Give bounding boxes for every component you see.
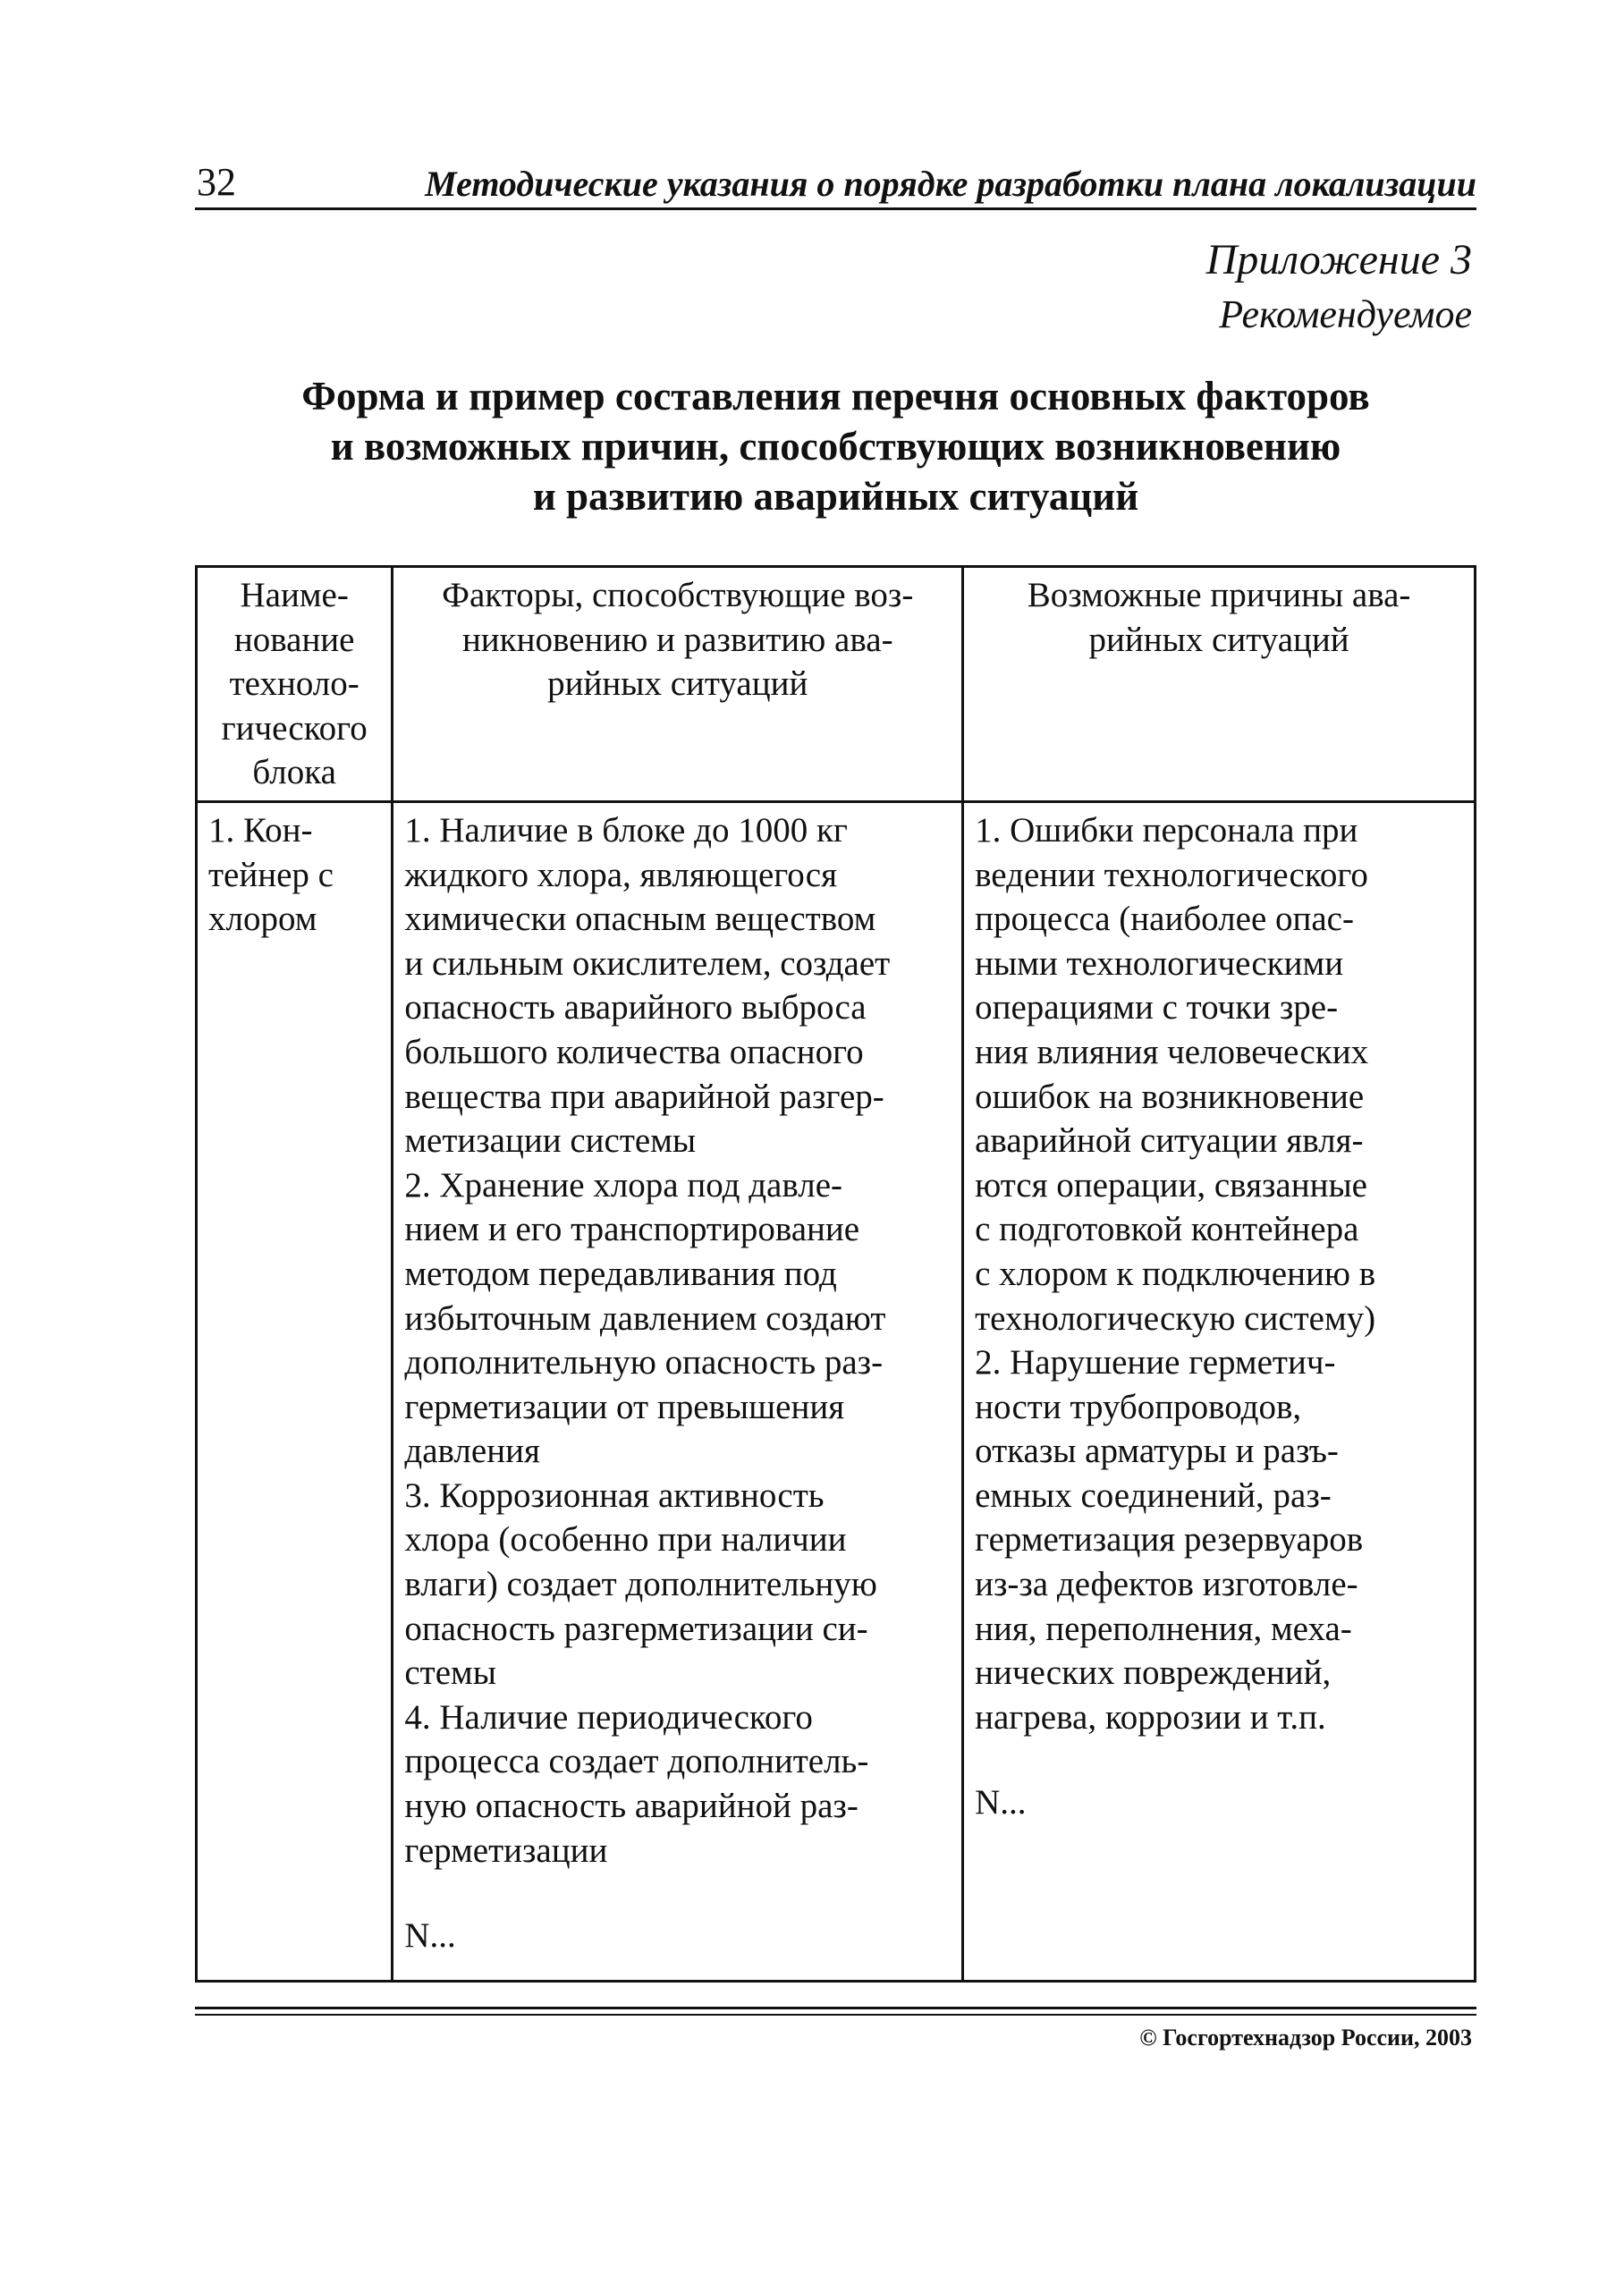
header-line: гического (221, 708, 368, 748)
cell-line: избыточным давлением создают (404, 1298, 886, 1338)
header-line: Возможные причины ава- (1027, 576, 1411, 614)
cell-line-more: N... (404, 1916, 456, 1956)
cell-line: и сильным окислителем, создает (404, 943, 891, 983)
header-line: Факторы, способствующие воз- (442, 576, 914, 614)
cell-line: ную опасность аварийной раз- (404, 1787, 859, 1826)
cell-line: влаги) создает дополнительную (404, 1565, 877, 1604)
cell-block-name (197, 801, 393, 1981)
header-line: блока (252, 753, 336, 792)
cell-line: нием и его транспортирование (404, 1210, 860, 1249)
cell-line: вещества при аварийной разгер- (404, 1077, 884, 1116)
header-causes (963, 567, 1476, 802)
cell-line: 1. Наличие в блоке до 1000 кг (404, 810, 848, 850)
cell-line: из-за дефектов изготовле- (975, 1565, 1358, 1604)
cell-line: нагрева, коррозии и т.п. (975, 1697, 1326, 1737)
cell-line: с хлором к подключению в (975, 1254, 1376, 1293)
cell-line: ния, переполнения, меха- (975, 1609, 1352, 1648)
cell-causes (963, 801, 1476, 1981)
cell-line: технологическую систему) (975, 1298, 1376, 1338)
cell-factors (393, 801, 963, 1981)
cell-line: химически опасным веществом (404, 900, 876, 939)
header-line: нование (233, 620, 355, 659)
cell-line: 2. Хранение хлора под давле- (404, 1165, 843, 1205)
cell-line: 4. Наличие периодического (404, 1697, 813, 1737)
cell-line: хлора (особенно при наличии (404, 1520, 847, 1560)
cell-line: с подготовкой контейнера (975, 1210, 1359, 1249)
header-rule (195, 207, 1476, 210)
spacer (975, 1739, 1463, 1780)
cell-line: процесса создает дополнитель- (404, 1742, 869, 1781)
cell-line: опасность разгерметизации си- (404, 1609, 868, 1648)
factors-table (195, 565, 1476, 1983)
cell-line: отказы арматуры и разъ- (975, 1432, 1339, 1471)
spacer (404, 1873, 951, 1914)
table-row (197, 801, 1476, 1981)
cell-line: ются операции, связанные (975, 1165, 1367, 1205)
cell-line: ности трубопроводов, (975, 1387, 1302, 1426)
cell-line: жидкого хлора, являющегося (404, 855, 838, 894)
cell-line: стемы (404, 1653, 496, 1693)
cell-line: 2. Нарушение герметич- (975, 1343, 1336, 1382)
cell-line: аварийной ситуации явля- (975, 1121, 1364, 1161)
form-title-line: и возможных причин, способствующих возникновению (330, 424, 1341, 469)
cell-line: методом передавливания под (404, 1254, 837, 1293)
cell-line: герметизации от превышения (404, 1387, 845, 1426)
footer-rule (195, 2007, 1476, 2009)
cell-line: 3. Коррозионная активность (404, 1475, 825, 1515)
header-factors (393, 567, 963, 802)
header-line: Наиме- (240, 576, 349, 614)
cell-line: хлором (208, 900, 317, 939)
copyright: © Госгортехнадзор России, 2003 (1139, 2025, 1472, 2050)
running-title: Методические указания о порядке разработки плана локализации (425, 164, 1476, 204)
cell-line: нических повреждений, (975, 1653, 1332, 1693)
cell-line: 1. Ошибки персонала при (975, 810, 1358, 850)
cell-line: 1. Кон- (208, 810, 313, 850)
header-line: рийных ситуаций (1088, 620, 1349, 659)
cell-line: ошибок на возникновение (975, 1077, 1365, 1116)
appendix-status: Рекомендуемое (1219, 292, 1472, 336)
cell-line: большого количества опасного (404, 1032, 864, 1071)
cell-line: тейнер с (208, 855, 334, 894)
form-title-line: и развитию аварийных ситуаций (532, 474, 1139, 519)
cell-line: емных соединений, раз- (975, 1475, 1332, 1515)
header-line: рийных ситуаций (547, 664, 808, 704)
cell-line: процесса (наиболее опас- (975, 900, 1354, 939)
cell-line: герметизация резервуаров (975, 1520, 1364, 1560)
header-block-name (197, 567, 393, 802)
cell-line-more: N... (975, 1783, 1027, 1822)
appendix-label: Приложение 3 (1205, 236, 1472, 283)
form-title-line: Форма и пример составления перечня основных факторов (301, 374, 1370, 419)
header-line: никновению и развитию ава- (461, 620, 893, 659)
form-title (195, 371, 1476, 521)
footer-rule (195, 2014, 1476, 2016)
cell-line: давления (404, 1432, 540, 1471)
header-line: техноло- (229, 664, 359, 704)
cell-line: дополнительную опасность раз- (404, 1343, 884, 1382)
cell-line: операциями с точки зре- (975, 988, 1339, 1027)
cell-line: метизации системы (404, 1121, 697, 1161)
cell-line: герметизации (404, 1831, 608, 1870)
table-header-row (197, 567, 1476, 802)
cell-line: опасность аварийного выброса (404, 988, 867, 1027)
page-number: 32 (197, 160, 236, 204)
cell-line: ведении технологического (975, 855, 1368, 894)
cell-line: ния влияния человеческих (975, 1032, 1369, 1071)
cell-line: ными технологическими (975, 943, 1344, 983)
